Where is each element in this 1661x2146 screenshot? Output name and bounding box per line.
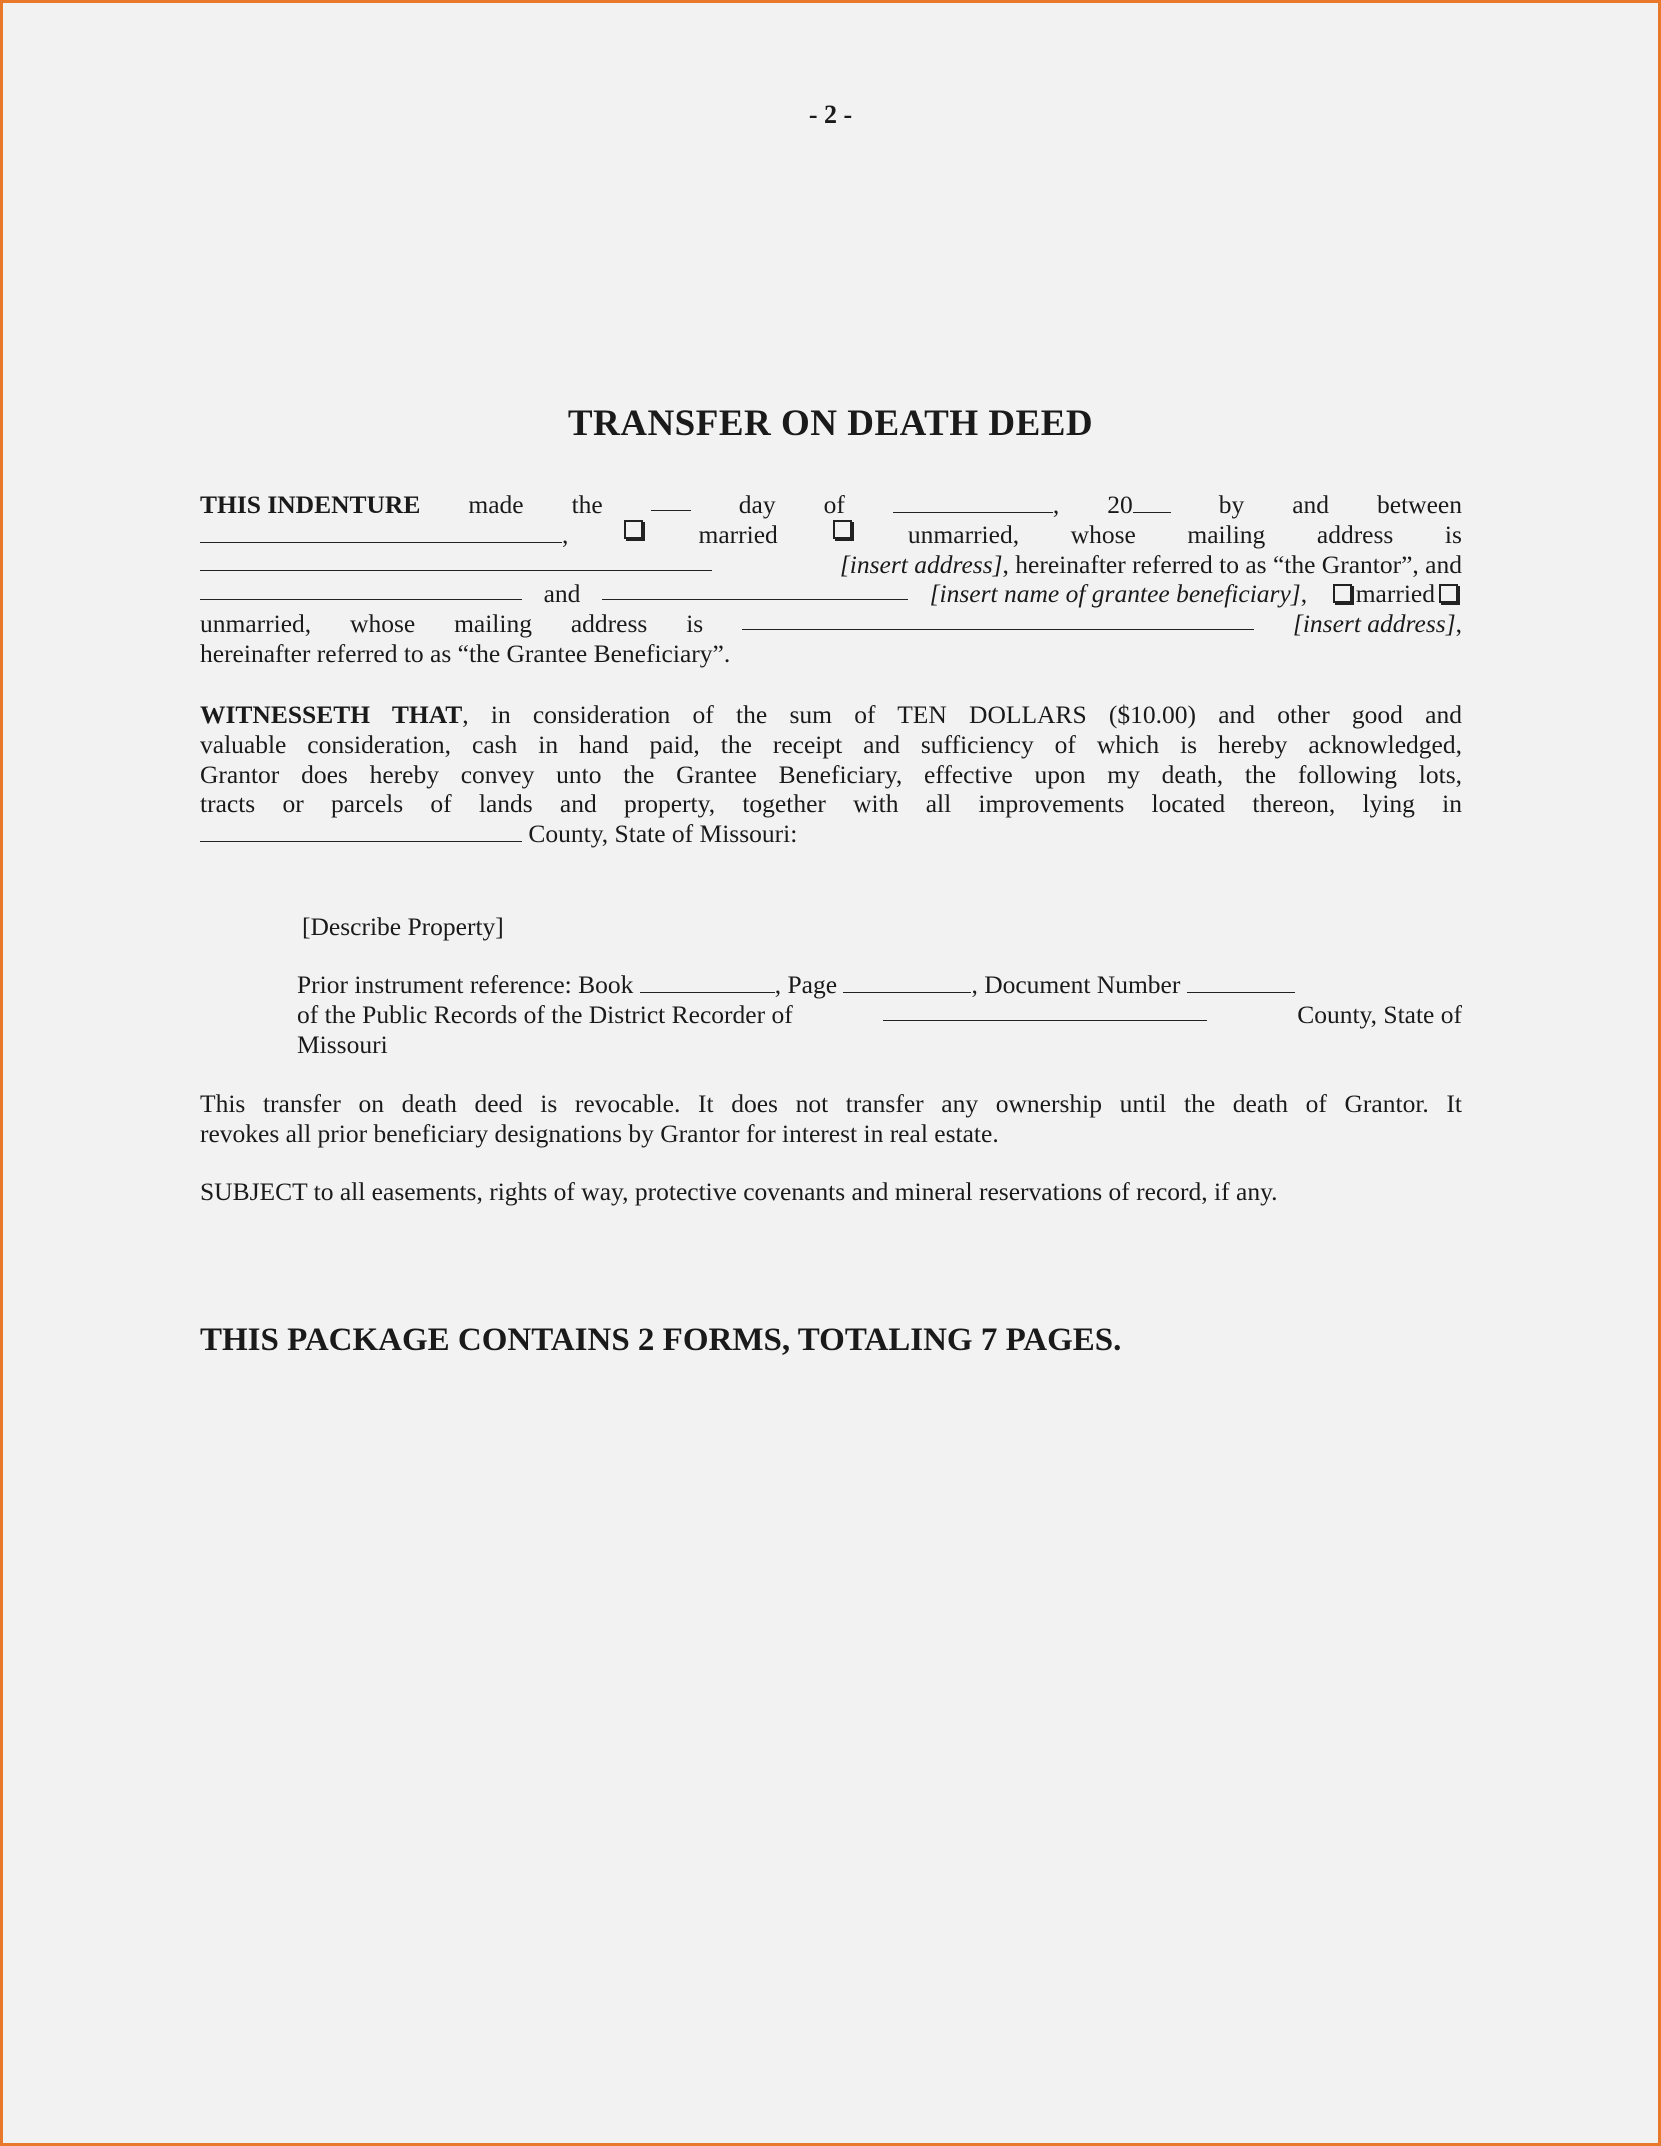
witnesseth-line-5: County, State of Missouri:: [200, 819, 1462, 849]
revocable-line-1: This transfer on death deed is revocable. It does not transfer any ownership until the death of Grantor. It: [200, 1089, 1462, 1118]
recorder-county-blank[interactable]: [883, 1000, 1207, 1021]
married-checkbox[interactable]: [624, 520, 643, 539]
grantee-address-blank[interactable]: [742, 609, 1254, 630]
indenture-lead: THIS INDENTURE: [200, 490, 421, 519]
indenture-paragraph: [200, 490, 1462, 669]
indenture-line-2: , married unmarried, whose mailing address is: [200, 520, 1462, 550]
book-blank[interactable]: [640, 972, 775, 993]
indenture-line-6: hereinafter referred to as “the Grantee Beneficiary”.: [200, 638, 731, 668]
prior-instrument-block: [297, 970, 1462, 1059]
witnesseth-line-1: WITNESSETH THAT, in consideration of the sum of TEN DOLLARS ($10.00) and other good and: [200, 700, 1462, 729]
witnesseth-lead: WITNESSETH THAT: [200, 700, 463, 729]
indenture-line-1: THIS INDENTURE made the day of , 20 by and between: [200, 490, 1462, 519]
prior-instrument-line-2: of the Public Records of the District Recorder of County, State of: [297, 999, 1462, 1029]
document-number-blank[interactable]: [1187, 972, 1295, 993]
revocable-line-2: revokes all prior beneficiary designations by Grantor for interest in real estate.: [200, 1118, 999, 1148]
day-blank[interactable]: [651, 490, 691, 511]
page-number: - 2 -: [808, 100, 853, 129]
page-blank[interactable]: [843, 972, 971, 993]
grantee-name-blank-1[interactable]: [200, 579, 522, 600]
witnesseth-line-4: tracts or parcels of lands and property, together with all improvements located thereon, lying in: [200, 789, 1462, 819]
grantor-name-blank[interactable]: [200, 522, 562, 543]
describe-property: [Describe Property]: [302, 912, 504, 941]
indenture-line-4: and [insert name of grantee beneficiary], married: [200, 579, 1462, 609]
prior-instrument-line-1: Prior instrument reference: Book , Page , Document Number: [297, 970, 1462, 1000]
package-note: THIS PACKAGE CONTAINS 2 FORMS, TOTALING 7 PAGES.: [200, 1322, 1122, 1358]
revocable-paragraph: [200, 1089, 1462, 1149]
month-blank[interactable]: [893, 492, 1053, 513]
prior-instrument-line-3: Missouri: [297, 1029, 388, 1059]
year-blank[interactable]: [1133, 492, 1171, 513]
subject-paragraph: SUBJECT to all easements, rights of way, protective covenants and mineral reservations of record, if any.: [200, 1177, 1278, 1206]
grantee-unmarried-checkbox[interactable]: [1439, 584, 1458, 603]
grantee-married-checkbox[interactable]: [1333, 584, 1352, 603]
unmarried-checkbox[interactable]: [833, 520, 852, 539]
grantee-name-blank-2[interactable]: [602, 579, 908, 600]
indenture-line-5: unmarried, whose mailing address is [insert address],: [200, 609, 1462, 639]
witnesseth-paragraph: [200, 700, 1462, 849]
witnesseth-line-2: valuable consideration, cash in hand paid, the receipt and sufficiency of which is hereby acknowledged,: [200, 729, 1462, 759]
grantor-address-blank[interactable]: [200, 550, 712, 571]
county-blank[interactable]: [200, 821, 522, 842]
witnesseth-line-3: Grantor does hereby convey unto the Grantee Beneficiary, effective upon my death, the following lots,: [200, 759, 1462, 789]
document-title: TRANSFER ON DEATH DEED: [567, 403, 1094, 444]
indenture-line-3: [insert address], hereinafter referred to as “the Grantor”, and: [200, 550, 1462, 580]
